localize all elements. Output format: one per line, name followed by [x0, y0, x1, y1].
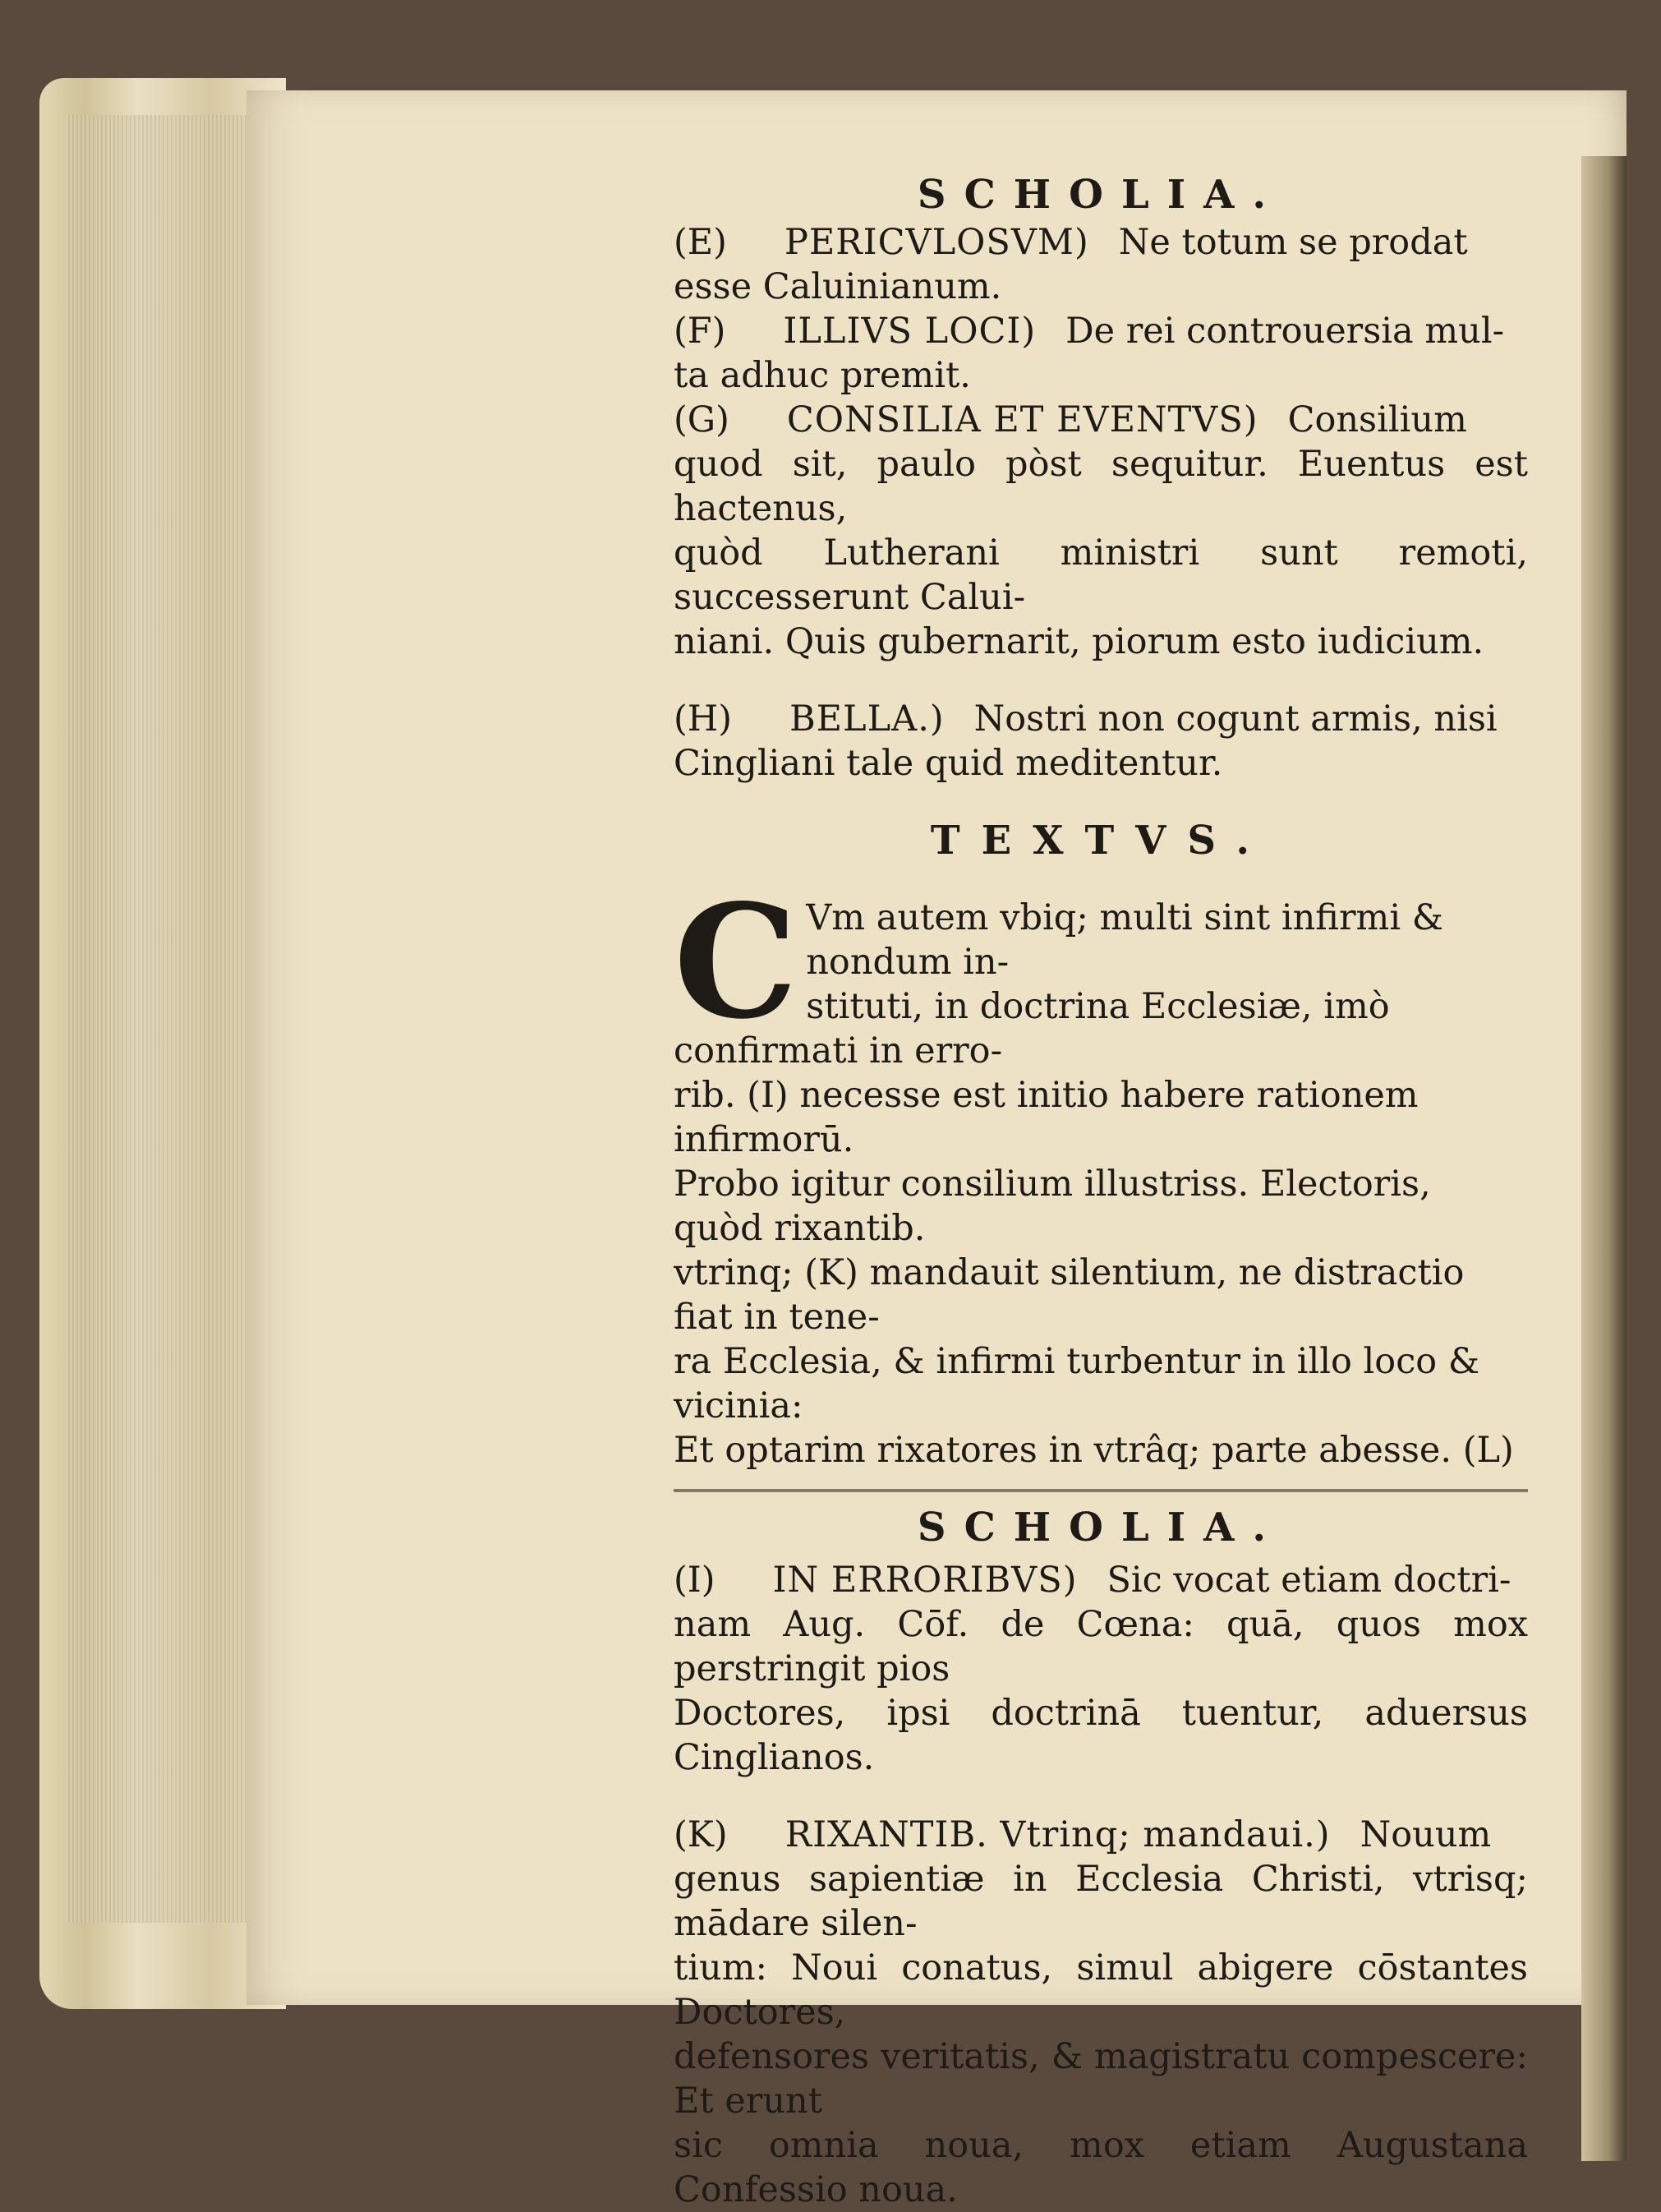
section-rule: [674, 1489, 1528, 1492]
scholia-entry-i: (I) IN ERRORIBVS) Sic vocat etiam doctri- nam Aug. Cōf. de Cœna: quā, quos mox perstringit pios Doctores, ipsi doctrinā tuentur, aduersus Cinglianos.: [674, 1560, 1528, 1778]
drop-cap: C: [674, 870, 798, 1053]
scholia-heading-2: SCHOLIA.: [917, 1505, 1285, 1551]
textus-heading: TEXTVS.: [930, 818, 1272, 864]
scholia-entry-h: (H) BELLA.) Nostri non cogunt armis, nisi Cingliani tale quid meditentur.: [674, 698, 1498, 784]
scholia-entry-k: (K) RIXANTIB. Vtrinq; mandaui.) Nouum genus sapientiæ in Ecclesia Christi, vtrisq; mādare silen- tium: Noui conatus, simul abigere cōstantes Doctores, defensores veritatis, & magistratu compescere: Et erunt sic omnia noua, mox etiam Augustana Confessio noua.: [674, 1814, 1528, 2210]
page-stack: [66, 115, 271, 1923]
gutter-edge: [1581, 156, 1626, 2161]
page-text: [674, 173, 1528, 2212]
scholia-entry-f: (F) ILLIVS LOCI) De rei controuersia mul- ta adhuc premit.: [674, 311, 1505, 396]
scholia-heading-1: SCHOLIA.: [917, 172, 1285, 218]
scholia-entry-g: (G) CONSILIA ET EVENTVS) Consilium quod sit, paulo pòst sequitur. Euentus est hactenus, quòd Lutherani ministri sunt remoti, successerunt Calui- niani. Quis gubernarit, piorum esto iudicium.: [674, 399, 1528, 662]
textus-body: C Vm autem vbiq; multi sint infirmi & nondum in- stituti, in doctrina Ecclesiæ, imò confirmati in erro- rib. (I) necesse est initio habere rationem infirmorū. Probo igitur consilium illustriss. Electoris, quòd rixantib. vtrinq; (K) mandauit silentium, ne distractio fiat in tene- ra Ecclesia, & infirmi turbentur in illo loco & vicinia: Et optarim rixatores in vtrâq; parte abesse. (L): [674, 870, 1514, 1471]
scholia-entry-e: (E) PERICVLOSVM) Ne totum se prodat esse Caluinianum.: [674, 222, 1468, 307]
